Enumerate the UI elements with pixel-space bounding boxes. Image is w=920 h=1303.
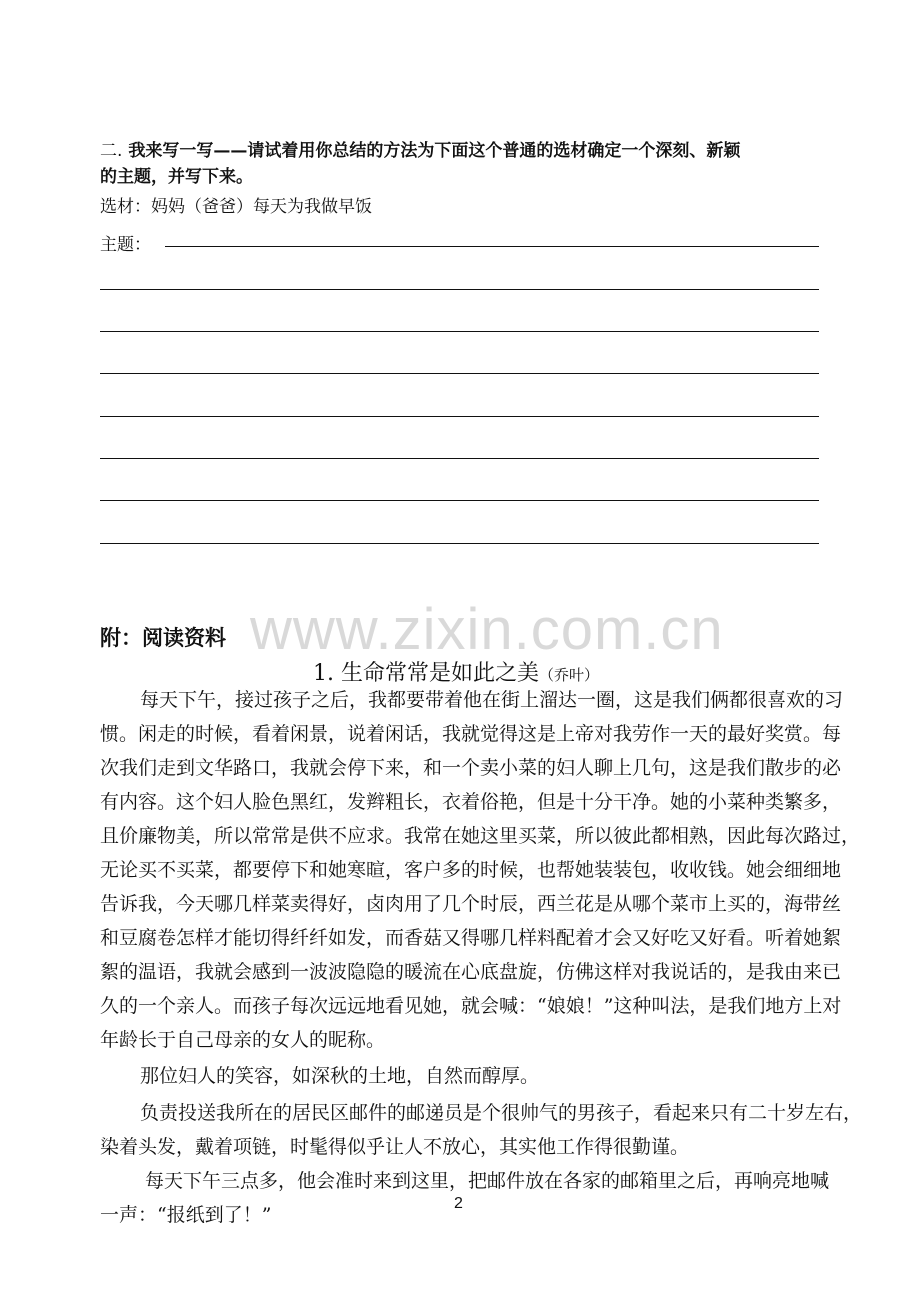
page-number: 2 [454,1195,463,1212]
exercise-prompt [100,136,740,161]
article-line: 惯。闲走的时候，看着闲景，说着闲话，我就觉得这是上帝对我劳作一天的最好奖赏。每 [100,723,842,745]
article-line: 有内容。这个妇人脸色黑红，发辫粗长，衣着俗艳，但是十分干净。她的小菜种类繁多， [100,791,842,813]
article-line: 絮的温语，我就会感到一波波隐隐的暖流在心底盘旋，仿佛这样对我说话的，是我由来已 [100,961,842,983]
answer-line[interactable] [100,543,819,544]
article-line: 那位妇人的笑容，如深秋的土地，自然而醇厚。 [140,1065,540,1087]
watermark: www.zixin.com.cn [250,597,724,662]
article-line: 每天下午三点多，他会准时来到这里，把邮件放在各家的邮箱里之后，再响亮地喊 [145,1170,830,1192]
exercise-prompt-line2: 的主题，并写下来。 [100,167,253,187]
answer-line[interactable] [100,458,819,459]
article-title: 1. 生命常常是如此之美 [313,661,539,686]
theme-label: 主题： [100,235,151,255]
article-line: 年龄长于自己母亲的女人的昵称。 [100,1029,386,1051]
exercise-number: 二. [100,141,123,161]
answer-line[interactable] [100,373,819,374]
material-text: 选材：妈妈（爸爸）每天为我做早饭 [100,197,372,217]
article-line: 负责投送我所在的居民区邮件的邮递员是个很帅气的男孩子，看起来只有二十岁左右， [140,1102,863,1124]
article-line: 一声：“报纸到了！” [100,1204,272,1226]
answer-line[interactable] [100,289,819,290]
article-line: 久的一个亲人。而孩子每次远远地看见她，就会喊：“娘娘！”这种叫法，是我们地方上对 [100,995,842,1017]
article-line: 且价廉物美，所以常常是供不应求。我常在她这里买菜，所以彼此都相熟，因此每次路过， [100,825,861,847]
answer-line[interactable] [100,416,819,417]
article-line: 每天下午，接过孩子之后，我都要带着他在街上溜达一圈，这是我们俩都很喜欢的习 [140,689,844,711]
answer-line[interactable] [100,500,819,501]
appendix-heading: 附：阅读资料 [100,626,226,650]
article-line: 次我们走到文华路口，我就会停下来，和一个卖小菜的妇人聊上几句，这是我们散步的必 [100,757,842,779]
article-line: 染着头发，戴着项链，时髦得似乎让人不放心，其实他工作得很勤谨。 [100,1136,690,1158]
article-line: 和豆腐卷怎样才能切得纤纤如发，而香菇又得哪几样料配着才会又好吃又好看。听着她絮 [100,927,842,949]
exercise-prompt-line1: 我来写一写——请试着用你总结的方法为下面这个普通的选材确定一个深刻、新颖 [128,141,741,161]
theme-answer-line[interactable] [165,246,819,247]
answer-line[interactable] [100,331,819,332]
article-line: 告诉我，今天哪几样菜卖得好，卤肉用了几个时辰，西兰花是从哪个菜市上买的，海带丝 [100,893,842,915]
article-line: 无论买不买菜，都要停下和她寒暄，客户多的时候，也帮她装装包，收收钱。她会细细地 [100,859,842,881]
article-title-block [313,656,599,687]
article-author: （乔叶） [538,666,599,684]
